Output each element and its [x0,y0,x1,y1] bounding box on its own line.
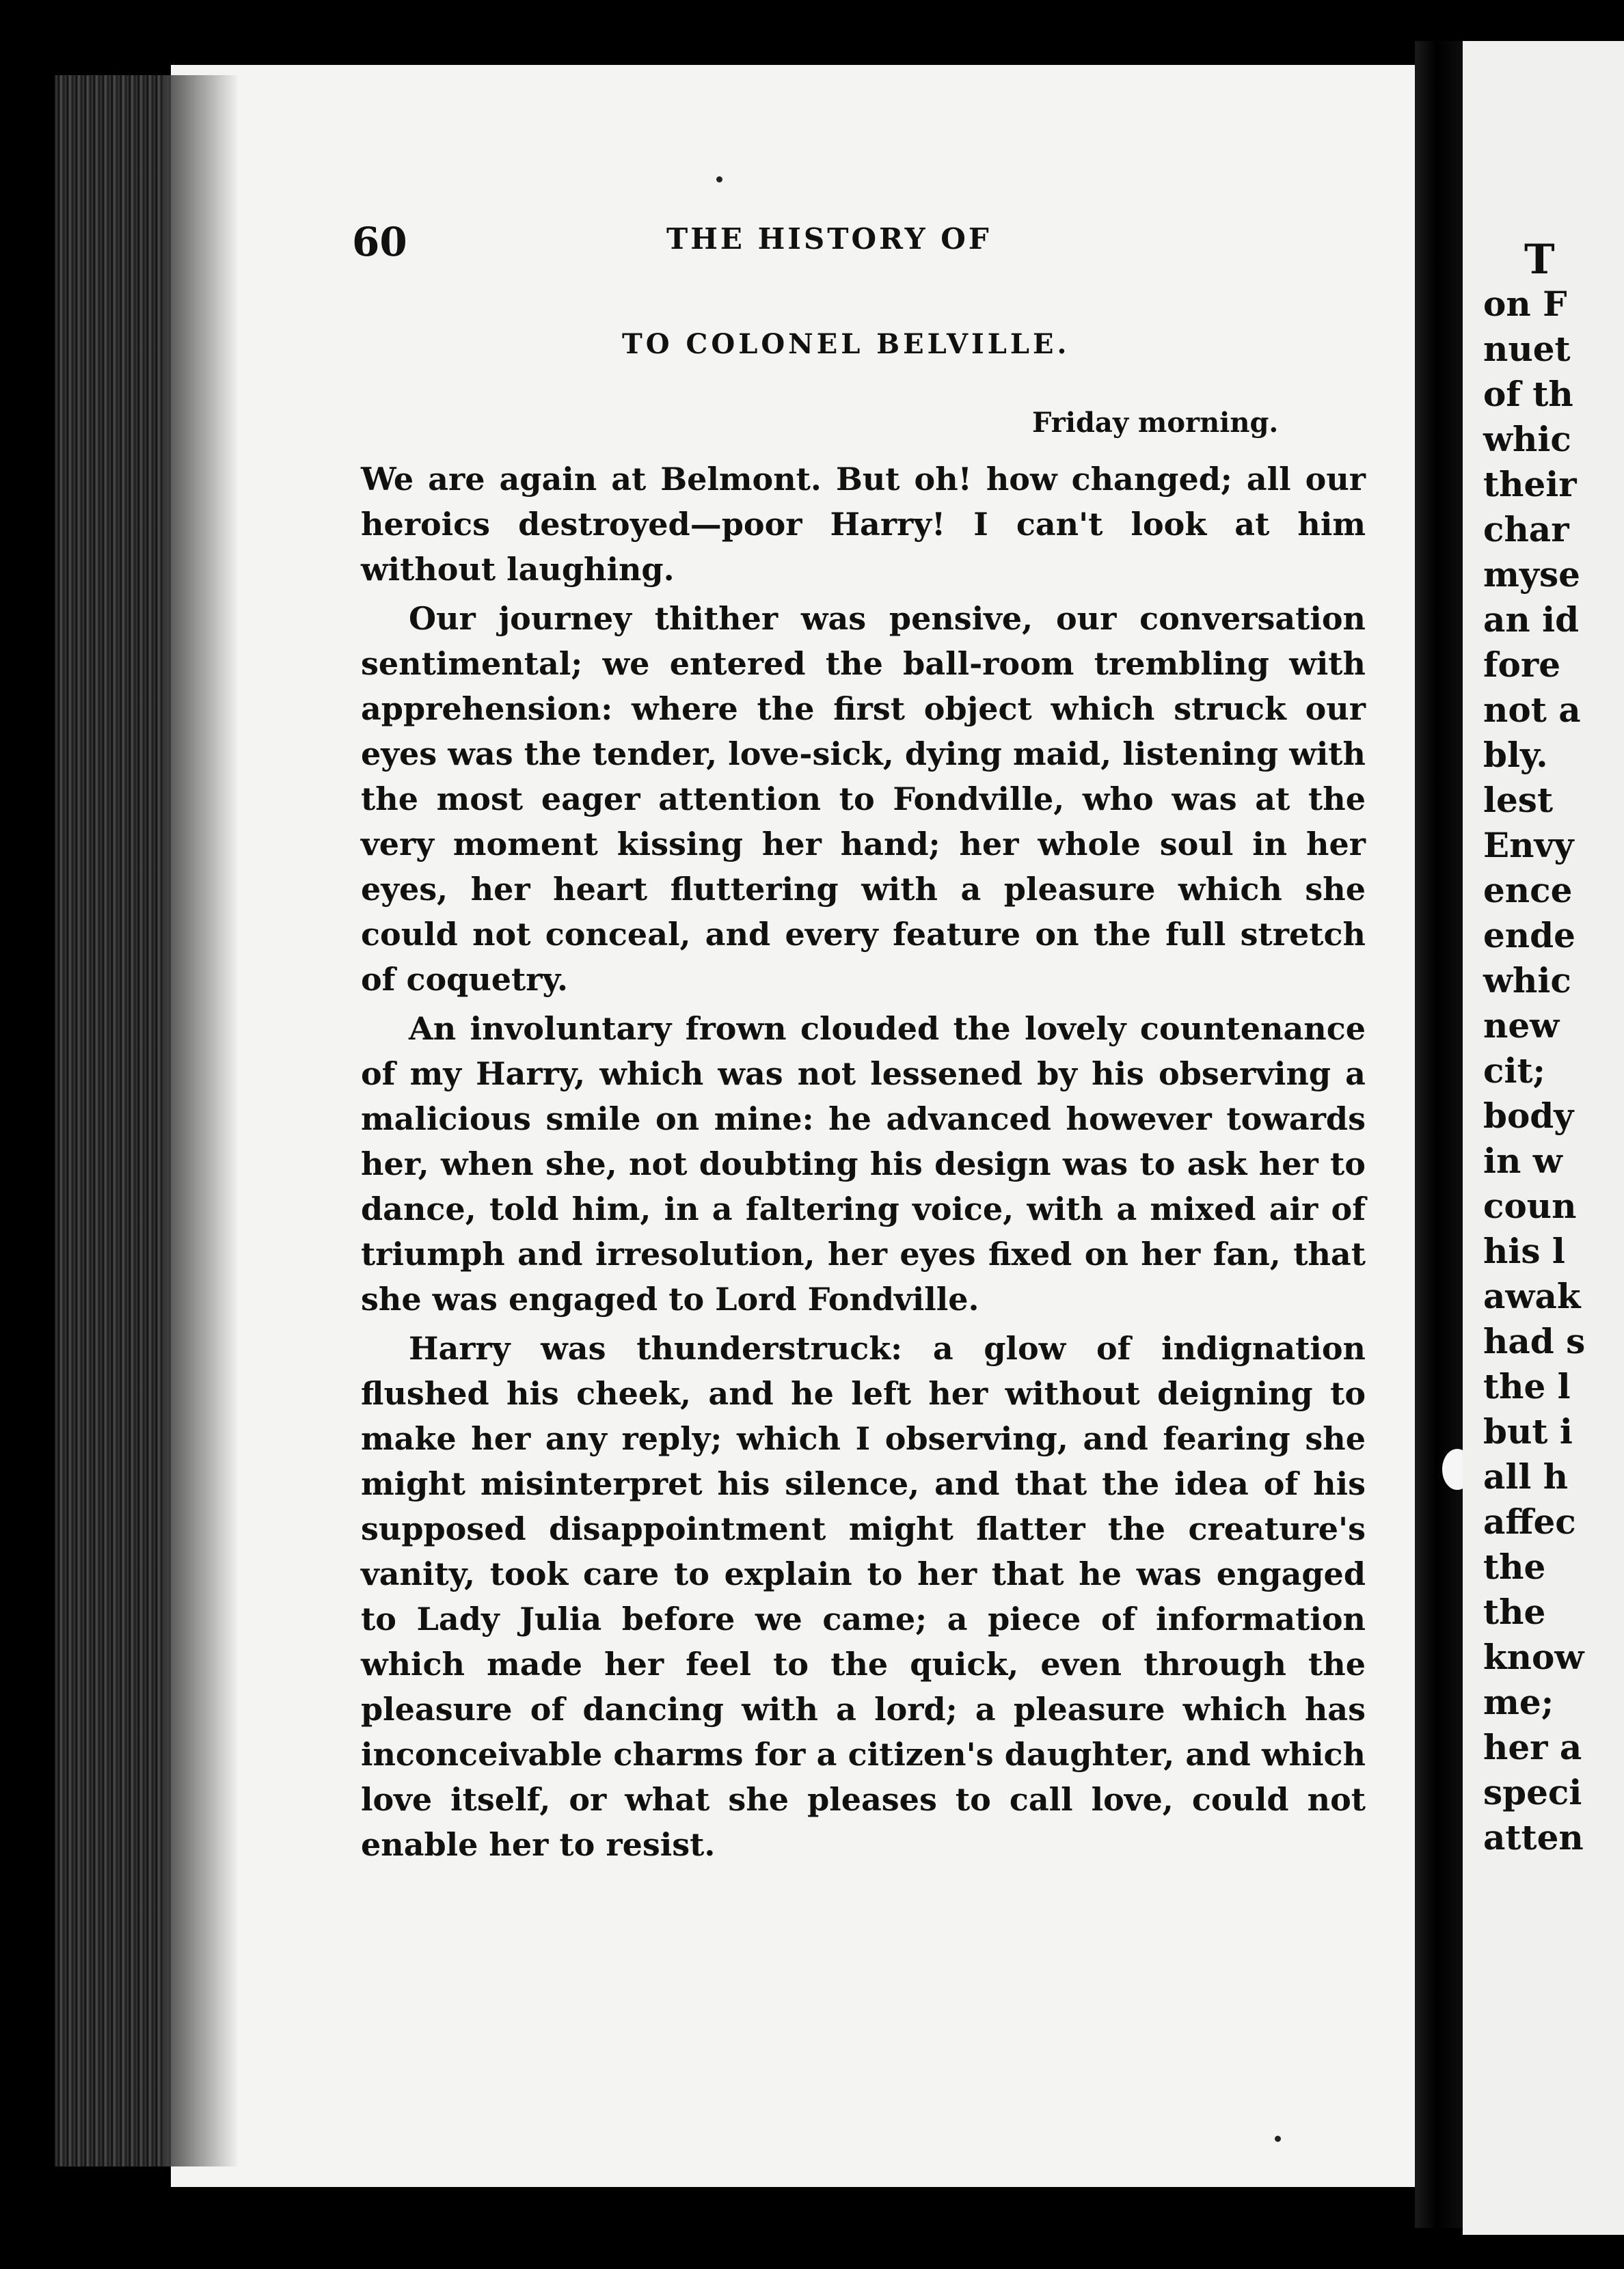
facing-page-line-fragment: the [1483,1547,1546,1587]
paragraph: We are again at Belmont. But oh! how changed; all our heroics destroyed—poor Harry! I can't look at him without laughing. [361,461,1366,588]
facing-page-line-fragment: but i [1483,1411,1573,1452]
ink-speck [716,176,722,182]
page-number: 60 [352,219,407,265]
letter-dateline: Friday morning. [1032,407,1279,439]
facing-page-line-fragment: whic [1483,960,1571,1001]
facing-page-line-fragment: ence [1483,870,1573,910]
facing-page-line-fragment: their [1483,464,1577,504]
letter-heading: TO COLONEL BELVILLE. [622,328,1070,360]
facing-page-line-fragment: his l [1483,1231,1565,1271]
paragraph: Harry was thunderstruck: a glow of indignation flushed his cheek, and he left her without deigning to make her any reply; which I observing, and fearing she might misinterpret his silence, and that the idea of his supposed disappointment might flatter the creature's vanity, took care to explain to her that he was engaged to Lady Julia before we came; a piece of information which made her feel to the quick, even through the pleasure of dancing with a lord; a pleasure which has inconceivable charms for a citizen's daughter, and which love itself, or what she pleases to call love, could not enable her to resist. [361,1330,1366,1863]
facing-page-line-fragment: new [1483,1005,1560,1046]
facing-page-line-fragment: the [1483,1592,1546,1632]
facing-page-line-fragment: affec [1483,1502,1576,1542]
facing-page-line-fragment: know [1483,1637,1584,1677]
facing-page-fragment [1463,41,1624,2235]
facing-page-line-fragment: atten [1483,1817,1584,1858]
facing-page-line-fragment: body [1483,1096,1574,1136]
facing-page-line-fragment: char [1483,509,1569,549]
facing-page-line-fragment: awak [1483,1276,1581,1316]
facing-page-line-fragment: not a [1483,690,1581,730]
facing-page-line-fragment: Envy [1483,825,1574,865]
facing-page-line-fragment: T [1524,236,1555,284]
facing-page-line-fragment: ende [1483,915,1575,955]
binding-gradient [164,75,239,2166]
facing-page-line-fragment: lest [1483,780,1554,820]
facing-page-line-fragment: whic [1483,419,1571,459]
paragraph: Our journey thither was pensive, our conversation sentimental; we entered the ball-room trembling with apprehension: where the first object which struck our eyes was the tender, love-sick, dying maid, listening with the most eager attention to Fondville, who was at the very moment kissing her hand; her whole soul in her eyes, her heart fluttering with a pleasure which she could not conceal, and every feature on the full stretch of coquetry. [361,600,1366,998]
facing-page-line-fragment: an id [1483,599,1580,640]
facing-page-line-fragment: cit; [1483,1050,1545,1091]
facing-page-line-fragment: her a [1483,1727,1582,1767]
facing-page-line-fragment: of th [1483,374,1573,414]
facing-page-line-fragment: had s [1483,1321,1586,1361]
running-head: THE HISTORY OF [666,222,992,256]
facing-page-line-fragment: the l [1483,1366,1571,1407]
facing-page-line-fragment: myse [1483,554,1580,595]
facing-page-line-fragment: speci [1483,1772,1582,1812]
letter-body [361,457,1366,1871]
facing-page-line-fragment: on F [1483,284,1567,324]
ink-speck [1275,2136,1281,2142]
facing-page-line-fragment: in w [1483,1141,1562,1181]
paragraph: An involuntary frown clouded the lovely countenance of my Harry, which was not lessened by his observing a malicious smile on mine: he advanced however towards her, when she, not doubting his design was to ask her to dance, told him, in a faltering voice, with a mixed air of triumph and irresolution, her eyes fixed on her fan, that she was engaged to Lord Fondville. [361,1010,1366,1318]
facing-page-line-fragment: fore [1483,644,1561,685]
book-gutter [1415,41,1470,2228]
facing-page-line-fragment: coun [1483,1186,1577,1226]
facing-page-line-fragment: me; [1483,1682,1554,1722]
facing-page-line-fragment: nuet [1483,329,1571,369]
facing-page-line-fragment: all h [1483,1456,1569,1497]
facing-page-line-fragment: bly. [1483,735,1548,775]
